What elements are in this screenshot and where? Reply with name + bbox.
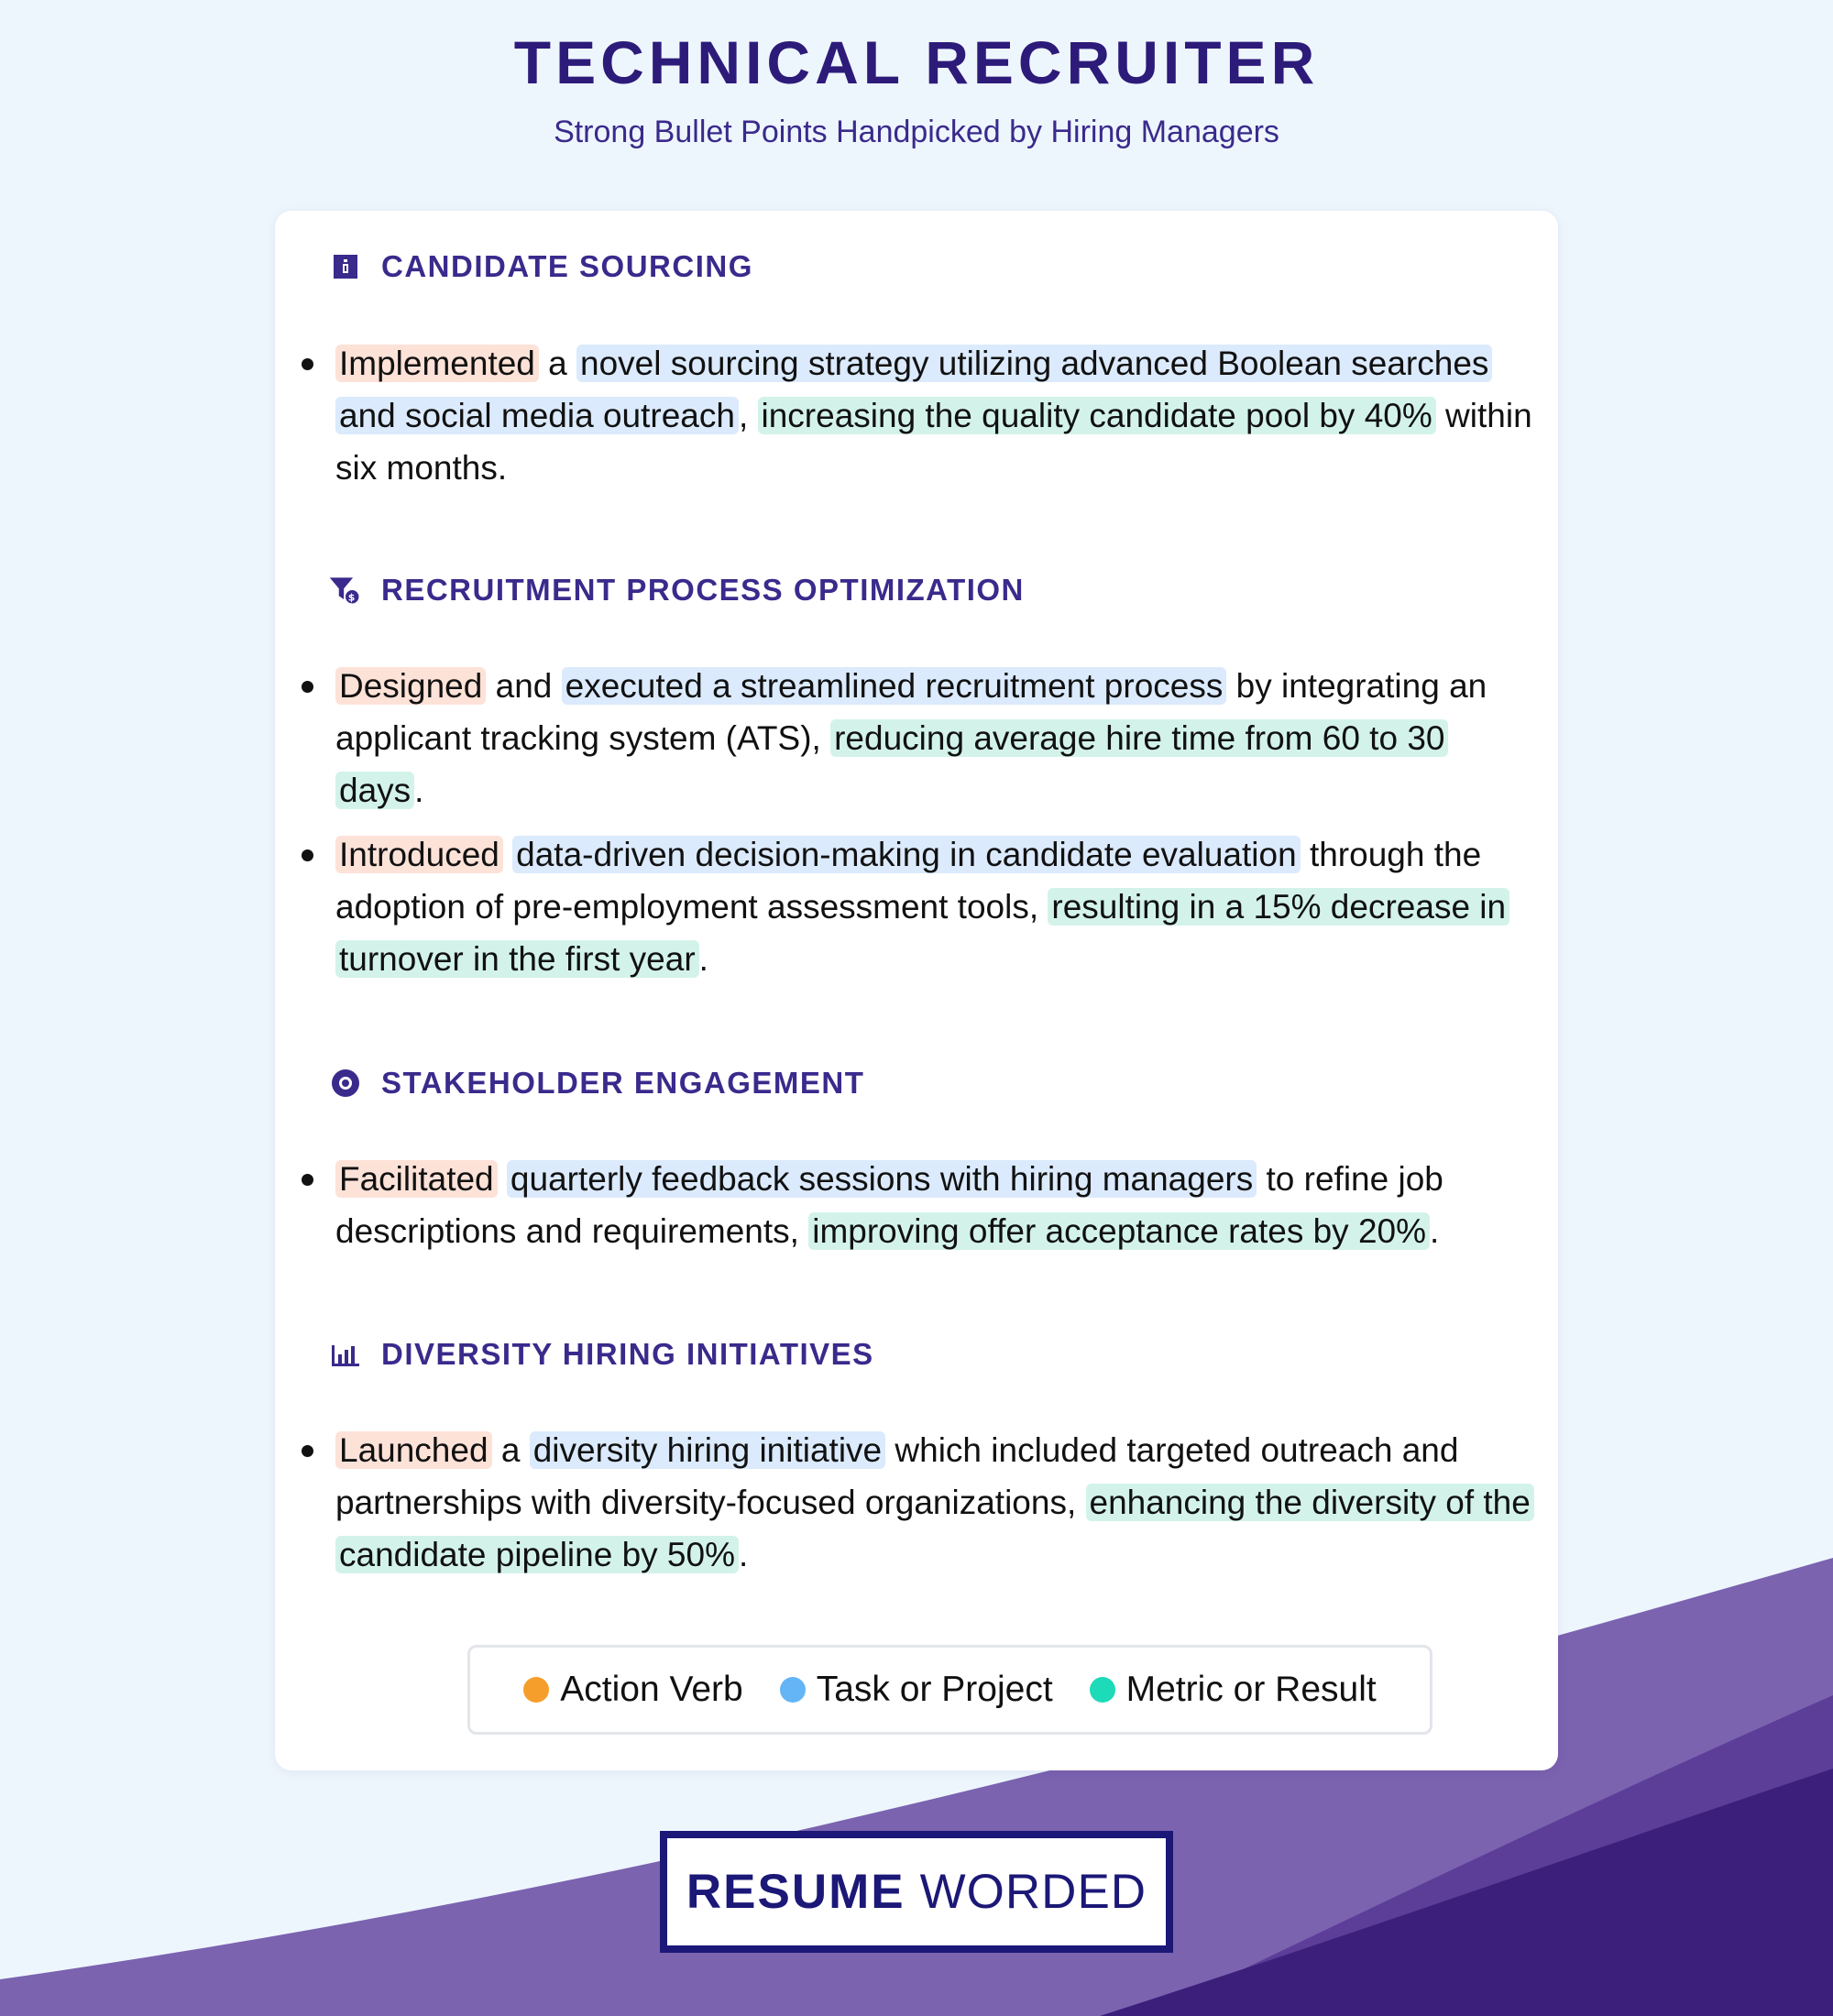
section-heading-diversity-hiring xyxy=(328,1337,874,1372)
legend-label: Task or Project xyxy=(816,1670,1053,1709)
id-badge-icon xyxy=(328,249,363,284)
legend-label: Action Verb xyxy=(560,1670,743,1709)
section-heading-label: RECRUITMENT PROCESS OPTIMIZATION xyxy=(381,573,1025,607)
bullet-item xyxy=(302,1153,1535,1257)
action-verb-highlight: Implemented xyxy=(335,345,539,382)
action-verb-highlight: Launched xyxy=(335,1431,492,1469)
bullet-list xyxy=(302,1424,1535,1593)
brand-logo-light: WORDED xyxy=(919,1865,1147,1919)
page-subtitle: Strong Bullet Points Handpicked by Hiring Managers xyxy=(554,115,1279,149)
bullet-list xyxy=(302,660,1535,997)
bullet-text: by integrating an applicant tracking system (ATS), xyxy=(335,667,1487,757)
page-title: TECHNICAL RECRUITER xyxy=(513,28,1320,96)
metric-highlight: improving offer acceptance rates by 20% xyxy=(808,1212,1430,1250)
bullet-text: to refine job descriptions and requirements, xyxy=(335,1160,1443,1250)
metric-highlight: reducing average hire time from 60 to 30 days xyxy=(335,719,1448,809)
brand-logo[interactable] xyxy=(660,1831,1173,1953)
bullet-item xyxy=(302,660,1535,816)
bullet-list xyxy=(302,1153,1535,1269)
task-highlight: diversity hiring initiative xyxy=(530,1431,885,1469)
task-highlight: data-driven decision-making in candidate evaluation xyxy=(512,836,1301,873)
legend-item-task-project xyxy=(780,1670,1053,1710)
task-highlight: novel sourcing strategy utilizing advanced Boolean searches and social media outreach xyxy=(335,345,1492,434)
section-heading-candidate-sourcing xyxy=(328,249,753,284)
bullet-text: which included targeted outreach and partnerships with diversity-focused organizations, xyxy=(335,1431,1459,1521)
section-heading-label: STAKEHOLDER ENGAGEMENT xyxy=(381,1066,865,1100)
bullet-text: a xyxy=(491,1431,530,1469)
target-circle-icon xyxy=(328,1066,363,1101)
metric-highlight: increasing the quality candidate pool by 40% xyxy=(758,397,1436,434)
bullet-points-card xyxy=(275,211,1558,1770)
legend-label: Metric or Result xyxy=(1125,1670,1377,1709)
section-heading-label: DIVERSITY HIRING INITIATIVES xyxy=(381,1337,874,1371)
bullet-text: through the adoption of pre-employment assessment tools, xyxy=(335,836,1482,926)
bullet-text: . xyxy=(739,1536,749,1573)
funnel-dollar-icon xyxy=(328,573,363,608)
bullet-list xyxy=(302,337,1535,506)
bullet-text xyxy=(498,1160,507,1198)
highlight-legend xyxy=(467,1645,1432,1735)
bullet-item xyxy=(302,337,1535,494)
section-heading-label: CANDIDATE SOURCING xyxy=(381,249,753,283)
legend-dot xyxy=(1090,1677,1115,1703)
bar-chart-icon xyxy=(328,1337,363,1372)
legend-dot xyxy=(523,1677,549,1703)
task-highlight: quarterly feedback sessions with hiring managers xyxy=(507,1160,1257,1198)
action-verb-highlight: Introduced xyxy=(335,836,503,873)
task-highlight: executed a streamlined recruitment process xyxy=(562,667,1227,705)
metric-highlight: resulting in a 15% decrease in turnover in the first year xyxy=(335,888,1509,978)
section-heading-process-optimization xyxy=(328,573,1025,608)
bullet-text: . xyxy=(698,940,708,978)
bullet-text: within six months. xyxy=(335,397,1532,487)
legend-item-metric-result xyxy=(1090,1670,1377,1710)
metric-highlight: enhancing the diversity of the candidate pipeline by 50% xyxy=(335,1484,1534,1573)
svg-text:$: $ xyxy=(347,591,357,604)
brand-logo-bold: RESUME xyxy=(686,1865,906,1919)
bullet-item xyxy=(302,1424,1535,1581)
bullet-text xyxy=(503,836,512,873)
bullet-text: and xyxy=(486,667,562,705)
bullet-text: a xyxy=(538,345,577,382)
action-verb-highlight: Facilitated xyxy=(335,1160,498,1198)
legend-dot xyxy=(780,1677,806,1703)
section-heading-stakeholder-engagement xyxy=(328,1066,864,1101)
bullet-text: , xyxy=(738,397,758,434)
action-verb-highlight: Designed xyxy=(335,667,486,705)
legend-item-action-verb xyxy=(523,1670,742,1710)
bullet-text: . xyxy=(1430,1212,1440,1250)
bullet-item xyxy=(302,828,1535,985)
bullet-text: . xyxy=(414,772,424,809)
